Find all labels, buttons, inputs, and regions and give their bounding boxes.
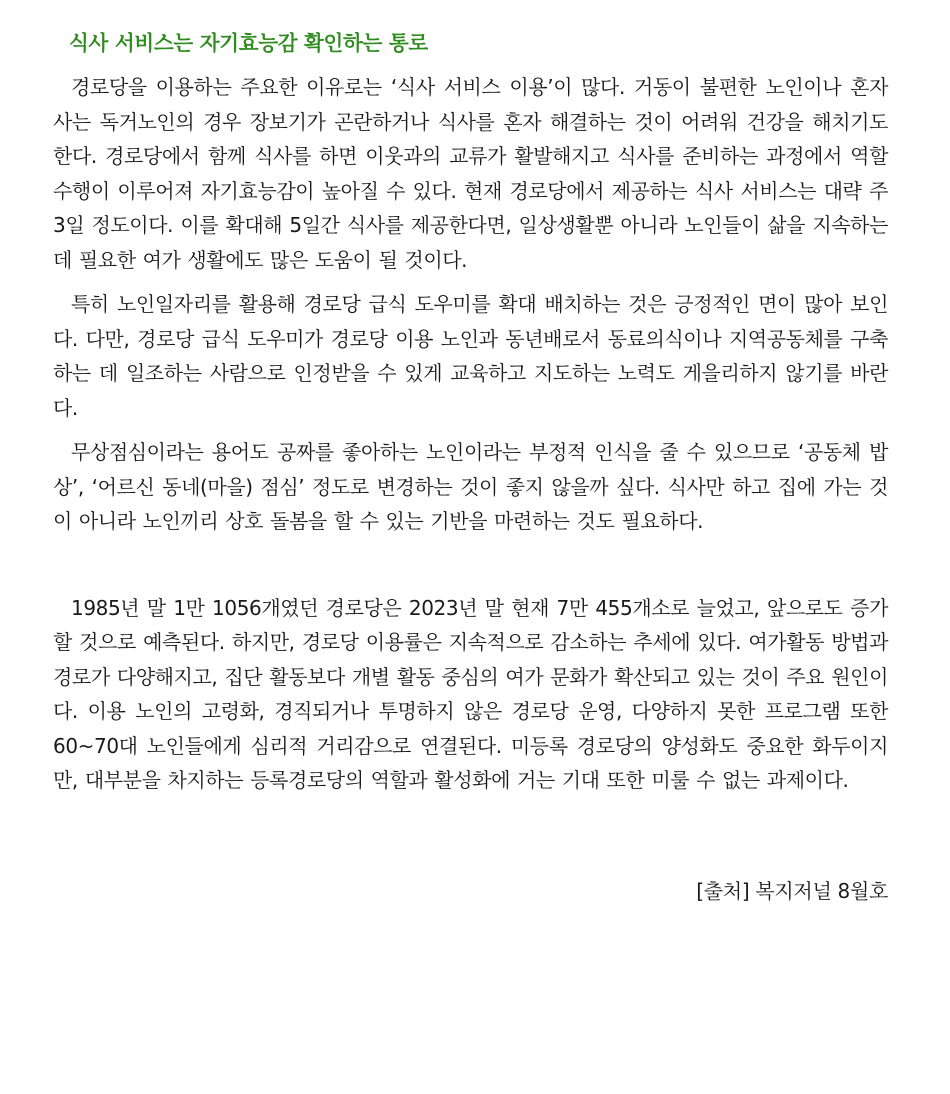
article: [53, 28, 888, 908]
article-heading: 식사 서비스는 자기효능감 확인하는 통로: [69, 31, 428, 55]
source-citation: [출처] 복지저널 8월호: [696, 878, 888, 903]
paragraph-senior-center-trends: 1985년 말 1만 1056개였던 경로당은 2023년 말 현재 7만 455개소로 늘었고, 앞으로도 증가할 것으로 예측된다. 하지만, 경로당 이용률은 지속적으로 감소하는 추세에 있다. 여가활동 방법과 경로가 다양해지고, 집단 활동보다 개별 활동 중심의 여가 문화가 확산되고 있는 것이 주요 원인이다. 이용 노인의 고령화, 경직되거나 투명하지 않은 경로당 운영, 다양하지 못한 프로그램 또한 60~70대 노인들에게 심리적 거리감으로 연결된다. 미등록 경로당의 양성화도 중요한 화두이지만, 대부분을 차지하는 등록경로당의 역할과 활성화에 거는 기대 또한 미룰 수 없는 과제이다.: [53, 595, 888, 792]
paragraph-meal-helpers: 특히 노인일자리를 활용해 경로당 급식 도우미를 확대 배치하는 것은 긍정적인 면이 많아 보인다. 다만, 경로당 급식 도우미가 경로당 이용 노인과 동년배로서 동료의식이나 지역공동체를 구축하는 데 일조하는 사람으로 인정받을 수 있게 교육하고 지도하는 노력도 게을리하지 않기를 바란다.: [53, 292, 888, 420]
paragraph-free-lunch-term: 무상점심이라는 용어도 공짜를 좋아하는 노인이라는 부정적 인식을 줄 수 있으므로 ‘공동체 밥상’, ‘어르신 동네(마을) 점심’ 정도로 변경하는 것이 좋지 않을까 싶다. 식사만 하고 집에 가는 것이 아니라 노인끼리 상호 돌봄을 할 수 있는 기반을 마련하는 것도 필요하다.: [53, 440, 888, 533]
paragraph-meal-service: 경로당을 이용하는 주요한 이유로는 ‘식사 서비스 이용’이 많다. 거동이 불편한 노인이나 혼자 사는 독거노인의 경우 장보기가 곤란하거나 식사를 혼자 해결하는 것이 어려워 건강을 해치기도 한다. 경로당에서 함께 식사를 하면 이웃과의 교류가 활발해지고 식사를 준비하는 과정에서 역할 수행이 이루어져 자기효능감이 높아질 수 있다. 현재 경로당에서 제공하는 식사 서비스는 대략 주 3일 정도이다. 이를 확대해 5일간 식사를 제공한다면, 일상생활뿐 아니라 노인들이 삶을 지속하는 데 필요한 여가 생활에도 많은 도움이 될 것이다.: [53, 75, 888, 272]
